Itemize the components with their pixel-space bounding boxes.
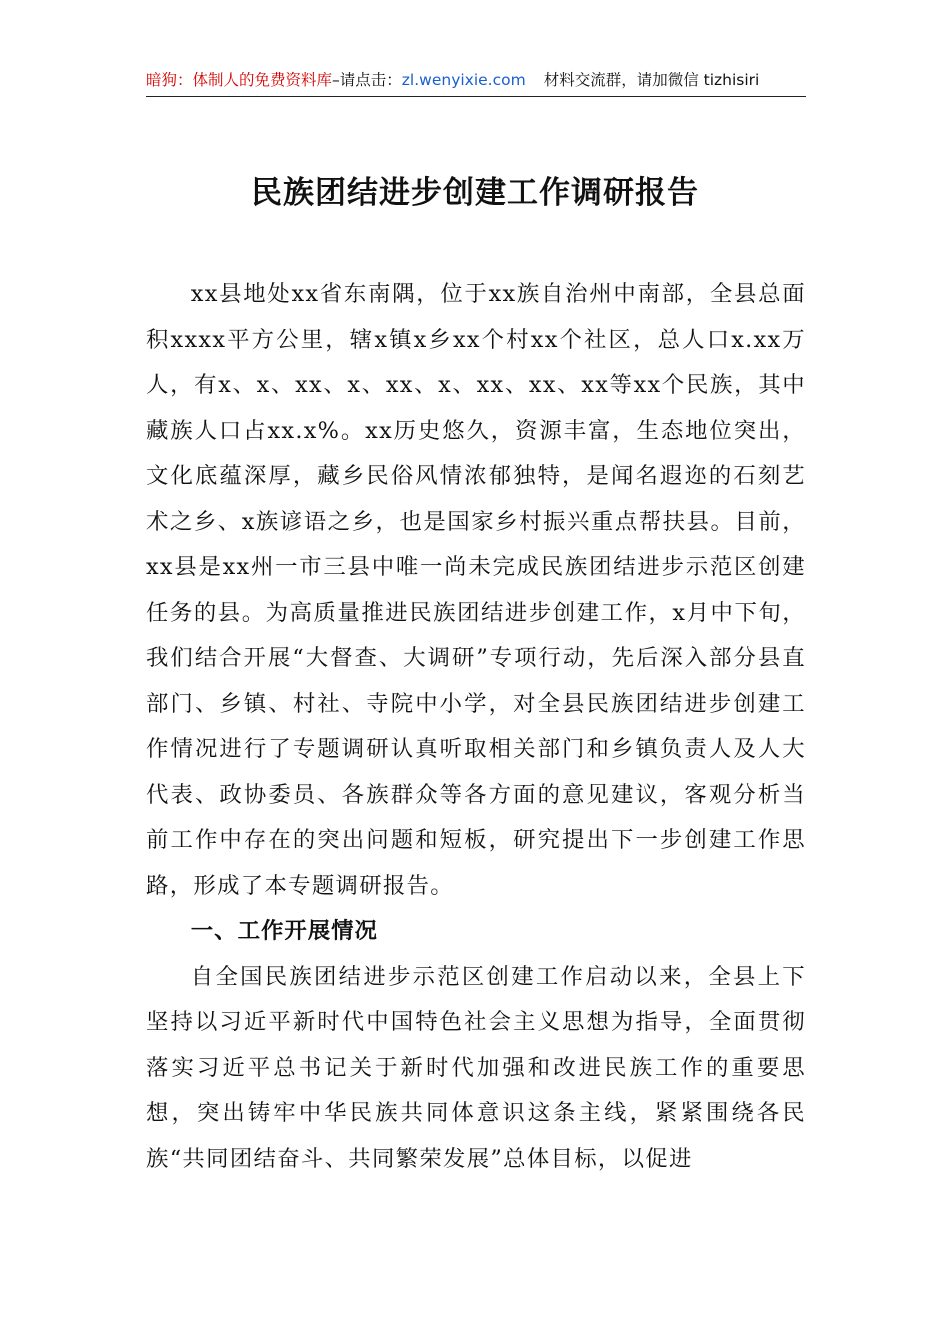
document-title: 民族团结进步创建工作调研报告	[251, 175, 699, 211]
intro-paragraph: xx县地处xx省东南隅，位于xx族自治州中南部，全县总面积xxxx平方公里，辖x镇x乡xx个村xx个社区，总人口x.xx万人，有x、x、xx、x、xx、x、xx、xx、xx等xx个民族，其中藏族人口占xx.x%。xx历史悠久，资源丰富，生态地位突出，文化底蕴深厚，藏乡民俗风情浓郁独特，是闻名遐迩的石刻艺术之乡、x族谚语之乡，也是国家乡村振兴重点帮扶县。目前，xx县是xx州一市三县中唯一尚未完成民族团结进步示范区创建任务的县。为高质量推进民族团结进步创建工作，x月中下旬，我们结合开展“大督查、大调研”专项行动，先后深入部分县直部门、乡镇、村社、寺院中小学，对全县民族团结进步创建工作情况进行了专题调研认真听取相关部门和乡镇负责人及人大代表、政协委员、各族群众等各方面的意见建议，客观分析当前工作中存在的突出问题和短板，研究提出下一步创建工作思路，形成了本专题调研报告。	[146, 281, 806, 899]
section-heading: 一、工作开展情况	[190, 918, 378, 944]
click-prompt: –请点击：	[332, 71, 402, 89]
site-name: 暗狗：体制人的免费资料库	[146, 71, 333, 89]
section-paragraph: 自全国民族团结进步示范区创建工作启动以来，全县上下坚持以习近平新时代中国特色社会主义思想为指导，全面贯彻落实习近平总书记关于新时代加强和改进民族工作的重要思想，突出铸牢中华民族共同体意识这条主线，紧紧围绕各民族“共同团结奋斗、共同繁荣发展”总体目标，以促进	[146, 963, 806, 1172]
site-link[interactable]: zl.wenyixie.com	[401, 71, 526, 89]
page-header	[146, 66, 806, 97]
wechat-note: 材料交流群，请加微信 tizhisiri	[543, 71, 760, 89]
document-body	[146, 272, 806, 1182]
